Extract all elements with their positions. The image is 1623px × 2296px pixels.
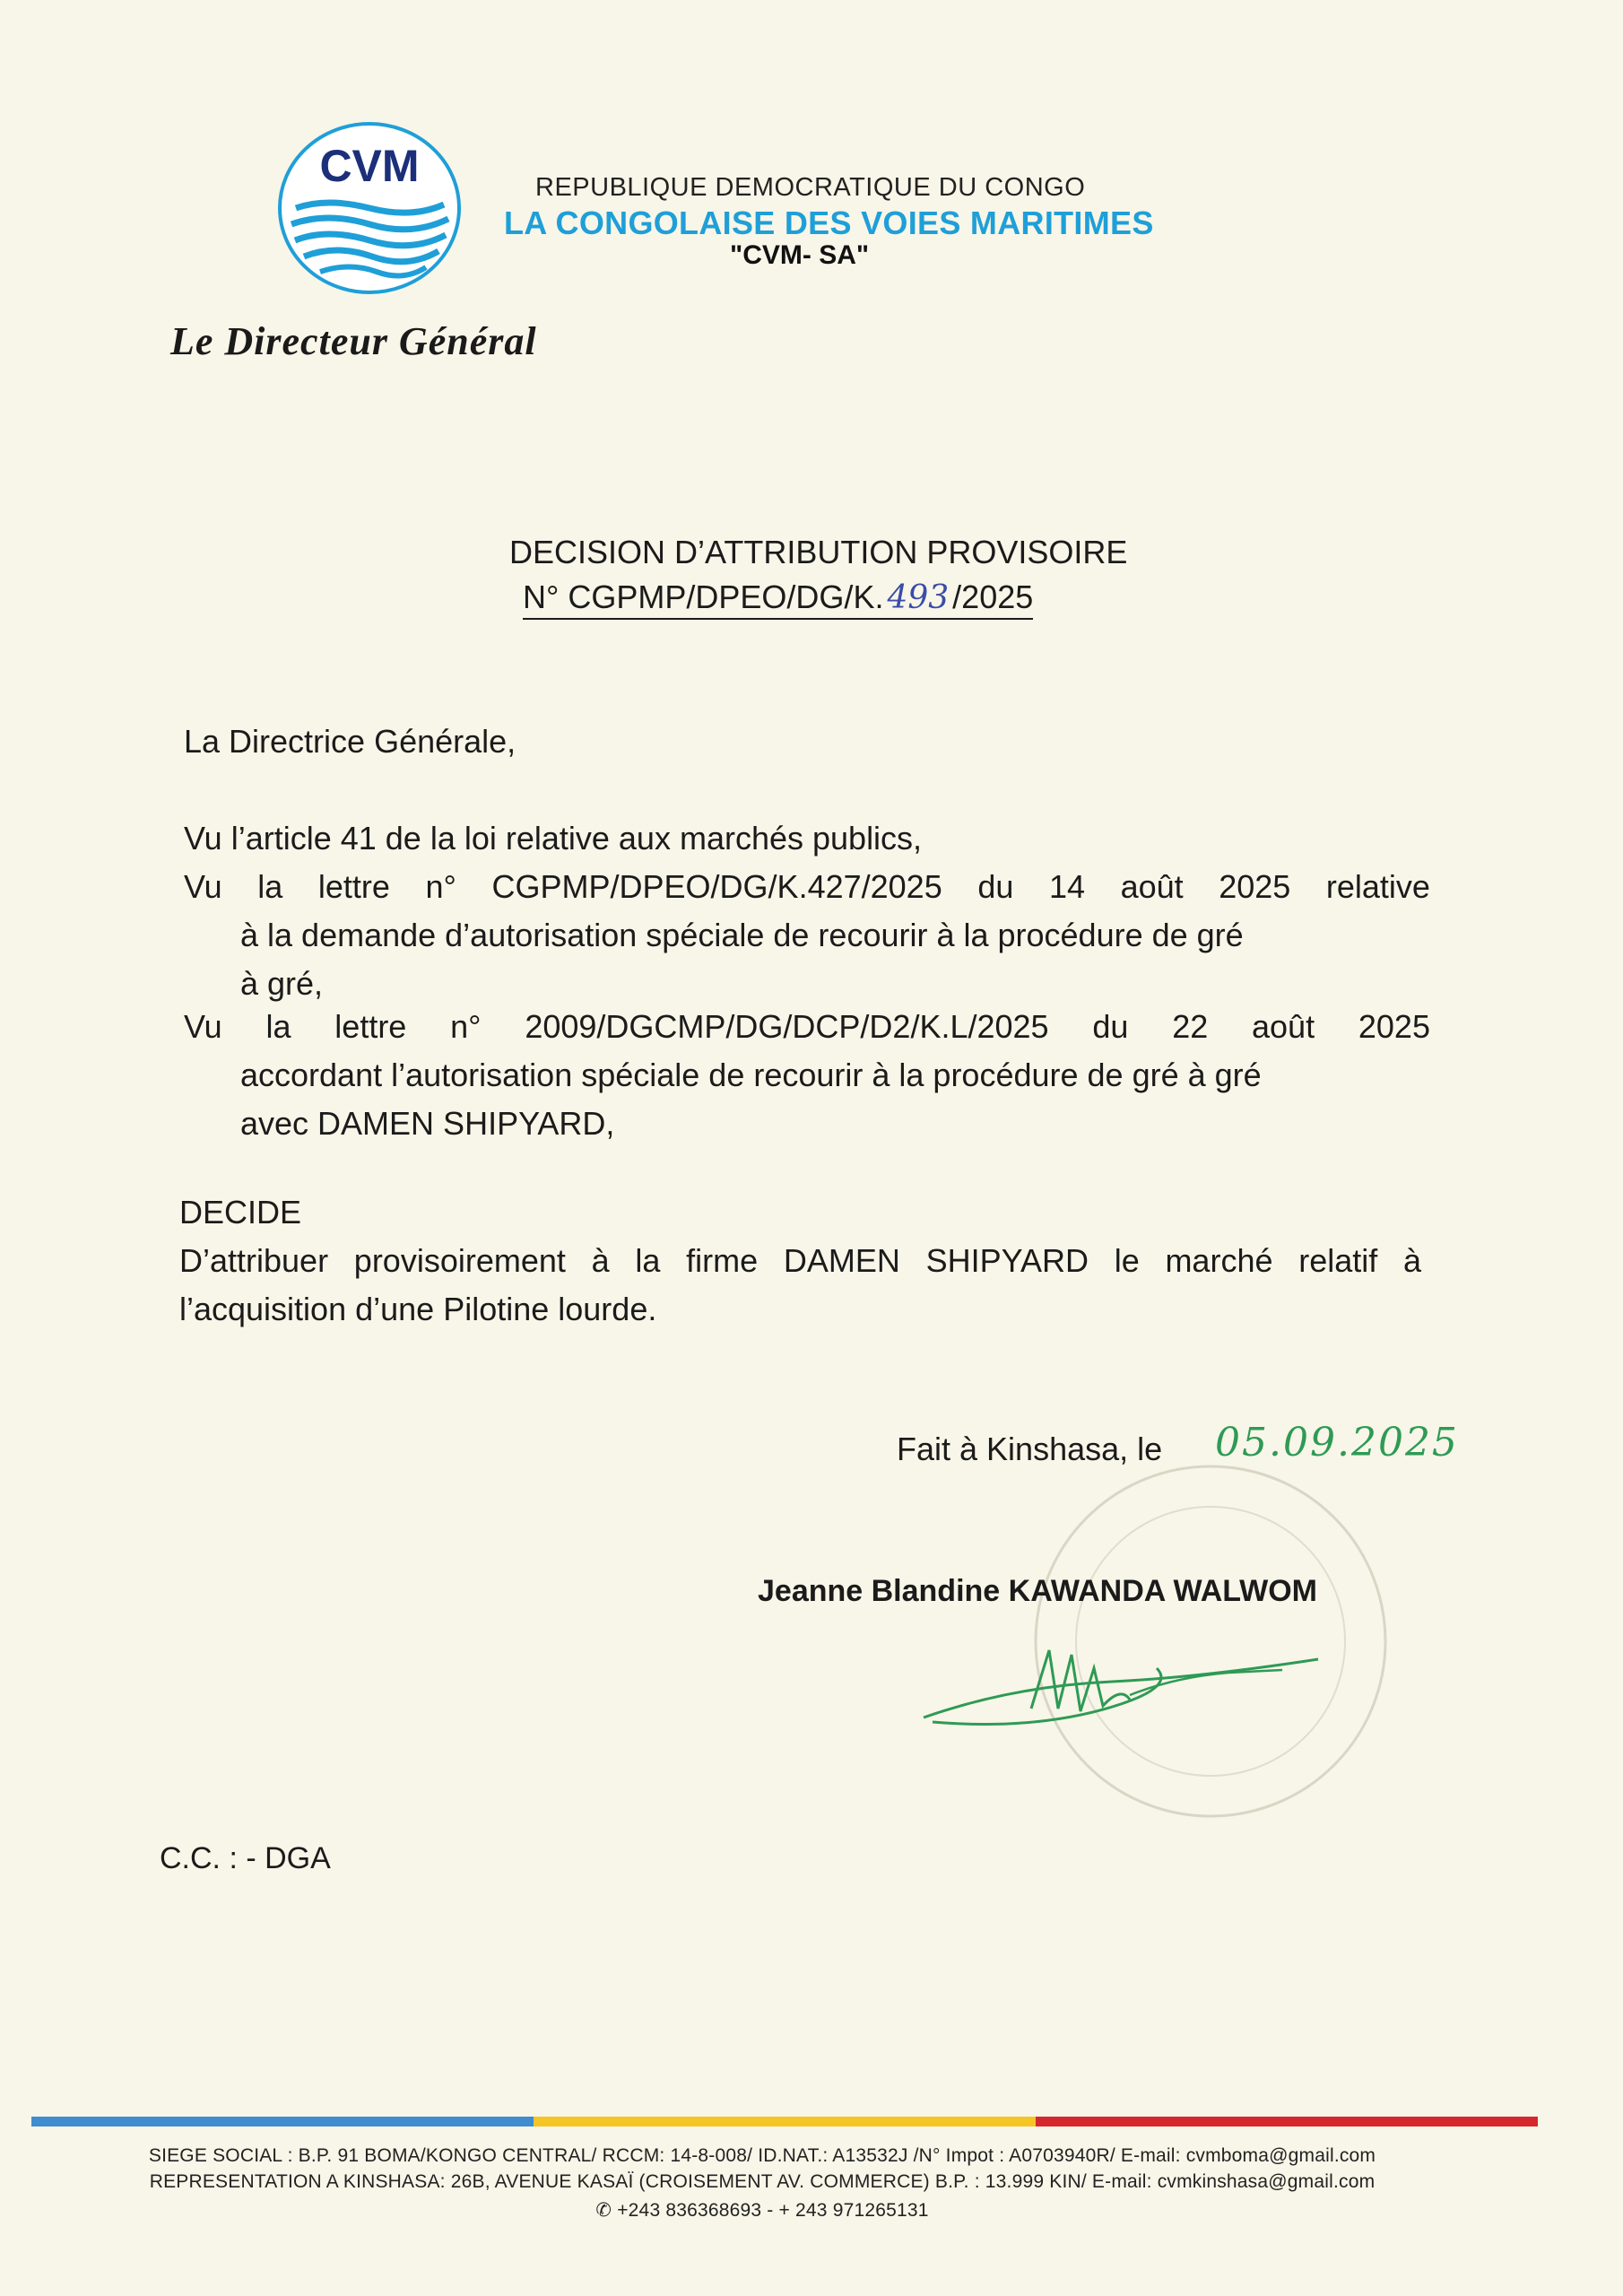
word: août (1120, 868, 1184, 905)
word: Vu (184, 1008, 222, 1045)
vu2-line-1 (184, 863, 1430, 911)
word: n° (425, 868, 456, 905)
vu3-line-3: avec DAMEN SHIPYARD, (240, 1105, 615, 1142)
office-title: Le Directeur Général (170, 319, 537, 363)
decision-reference (523, 578, 1033, 620)
word: 22 (1172, 1008, 1209, 1045)
handwritten-date: 05.09.2025 (1215, 1420, 1459, 1465)
handwritten-signature (906, 1632, 1336, 1740)
word: 2025 (1219, 868, 1291, 905)
band-yellow (534, 2117, 1036, 2126)
country-name: REPUBLIQUE DEMOCRATIQUE DU CONGO (535, 173, 1086, 202)
word: 14 (1048, 868, 1085, 905)
band-blue (31, 2117, 534, 2126)
decide-line-1: D’attribuer provisoirement à la firme DAMEN SHIPYARD le marché relatif à (179, 1242, 1421, 1279)
phone-numbers: +243 836368693 - + 243 971265131 (617, 2200, 929, 2221)
footer-representation: REPRESENTATION A KINSHASA: 26B, AVENUE KASAÏ (CROISEMENT AV. COMMERCE) B.P. : 13.999 KIN/ E-mail: cvmkinshasa@gmail.com (149, 2171, 1376, 2192)
word: la (265, 1008, 291, 1045)
decide-body (179, 1237, 1421, 1334)
word: du (1092, 1008, 1129, 1045)
vu-paragraph-3 (184, 1003, 1430, 1148)
word: la (257, 868, 283, 905)
vu2-line-3: à gré, (240, 965, 324, 1002)
word: lettre (317, 868, 390, 905)
footer-head-office: SIEGE SOCIAL : B.P. 91 BOMA/KONGO CENTRAL/ RCCM: 14-8-008/ ID.NAT.: A13532J /N° Impot : A0703940R/ E-mail: cvmboma@gmail.com (148, 2145, 1376, 2166)
vu-paragraph-1 (184, 814, 1430, 863)
decision-title: DECISION D’ATTRIBUTION PROVISOIRE (509, 534, 1128, 570)
footer-phones (0, 2199, 1524, 2222)
signer-name: Jeanne Blandine KAWANDA WALWOM (758, 1574, 1318, 1608)
vu1-text: Vu l’article 41 de la loi relative aux marchés publics, (184, 820, 923, 857)
word: 2009/DGCMP/DG/DCP/D2/K.L/2025 (525, 1008, 1049, 1045)
company-short-name: "CVM- SA" (730, 240, 870, 270)
ref-number: 493 (887, 579, 950, 616)
word: n° (450, 1008, 482, 1045)
ref-prefix: N° CGPMP/DPEO/DG/K. (523, 578, 884, 615)
vu2-line-2: à la demande d’autorisation spéciale de recourir à la procédure de gré (240, 917, 1244, 953)
word: 2025 (1358, 1008, 1430, 1045)
vu3-line-2: accordant l’autorisation spéciale de recourir à la procédure de gré à gré (240, 1057, 1262, 1093)
logo-text: CVM (319, 141, 420, 191)
band-red (1036, 2117, 1538, 2126)
decide-line-2: l’acquisition d’une Pilotine lourde. (179, 1291, 657, 1327)
flag-color-band (31, 2117, 1538, 2126)
phone-icon: ✆ (595, 2200, 612, 2221)
cvm-logo (273, 118, 466, 298)
word: Vu (184, 868, 222, 905)
word: août (1252, 1008, 1315, 1045)
company-name: LA CONGOLAISE DES VOIES MARITIMES (504, 204, 1154, 241)
salutation: La Directrice Générale, (184, 723, 516, 760)
word: relative (1325, 868, 1430, 905)
carbon-copy: C.C. : - DGA (160, 1841, 331, 1875)
place-label: Fait à Kinshasa, le (897, 1431, 1163, 1467)
word: CGPMP/DPEO/DG/K.427/2025 (491, 868, 942, 905)
ref-suffix: /2025 (952, 578, 1034, 615)
word: du (977, 868, 1014, 905)
decide-heading: DECIDE (179, 1194, 302, 1231)
word: lettre (334, 1008, 407, 1045)
vu-paragraph-2 (184, 863, 1430, 1008)
vu3-line-1 (184, 1003, 1430, 1051)
